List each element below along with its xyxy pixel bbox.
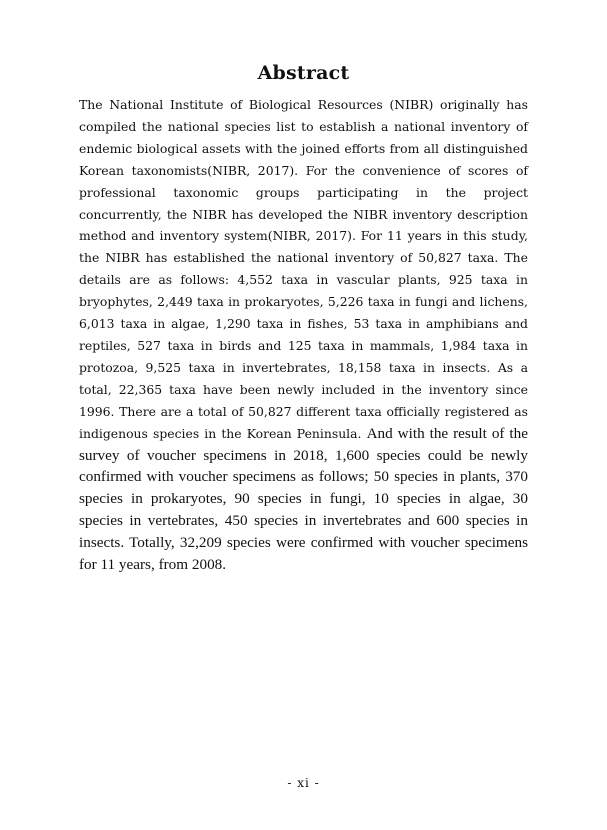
page-title: Abstract bbox=[257, 62, 350, 84]
abstract-paragraph bbox=[79, 94, 528, 576]
abstract-text-part2: And with the result of the survey of voucher specimens in 2018, 1,600 species could be newly confirmed with voucher specimens as follows; 50 species in plants, 370 species in prokaryotes, 90 species in fungi, 10 species in algae, 30 species in vertebrates, 450 species in invertebrates and 600 species in insects. Totally, 32,209 species were confirmed with voucher specimens for 11 years, from 2008. bbox=[79, 424, 528, 574]
page-number: - xi - bbox=[287, 776, 320, 790]
abstract-text-part1: The National Institute of Biological Resources (NIBR) originally has compiled the national species list to establish a national inventory of endemic biological assets with the joined efforts from all distinguished Korean taxonomists(NIBR, 2017). For the convenience of scores of professional taxonomic groups participating in the project concurrently, the NIBR has developed the NIBR inventory description method and inventory system(NIBR, 2017). For 11 years in this study, the NIBR has established the national inventory of 50,827 taxa. The details are as follows: 4,552 taxa in vascular plants, 925 taxa in bryophytes, 2,449 taxa in prokaryotes, 5,226 taxa in fungi and lichens, 6,013 taxa in algae, 1,290 taxa in fishes, 53 taxa in amphibians and reptiles, 527 taxa in birds and 125 taxa in mammals, 1,984 taxa in protozoa, 9,525 taxa in invertebrates, 18,158 taxa in insects. As a total, 22,365 taxa have been newly included in the inventory since 1996. There are a total of 50,827 different taxa officially registered as indigenous species in the Korean Peninsula. bbox=[79, 97, 528, 441]
